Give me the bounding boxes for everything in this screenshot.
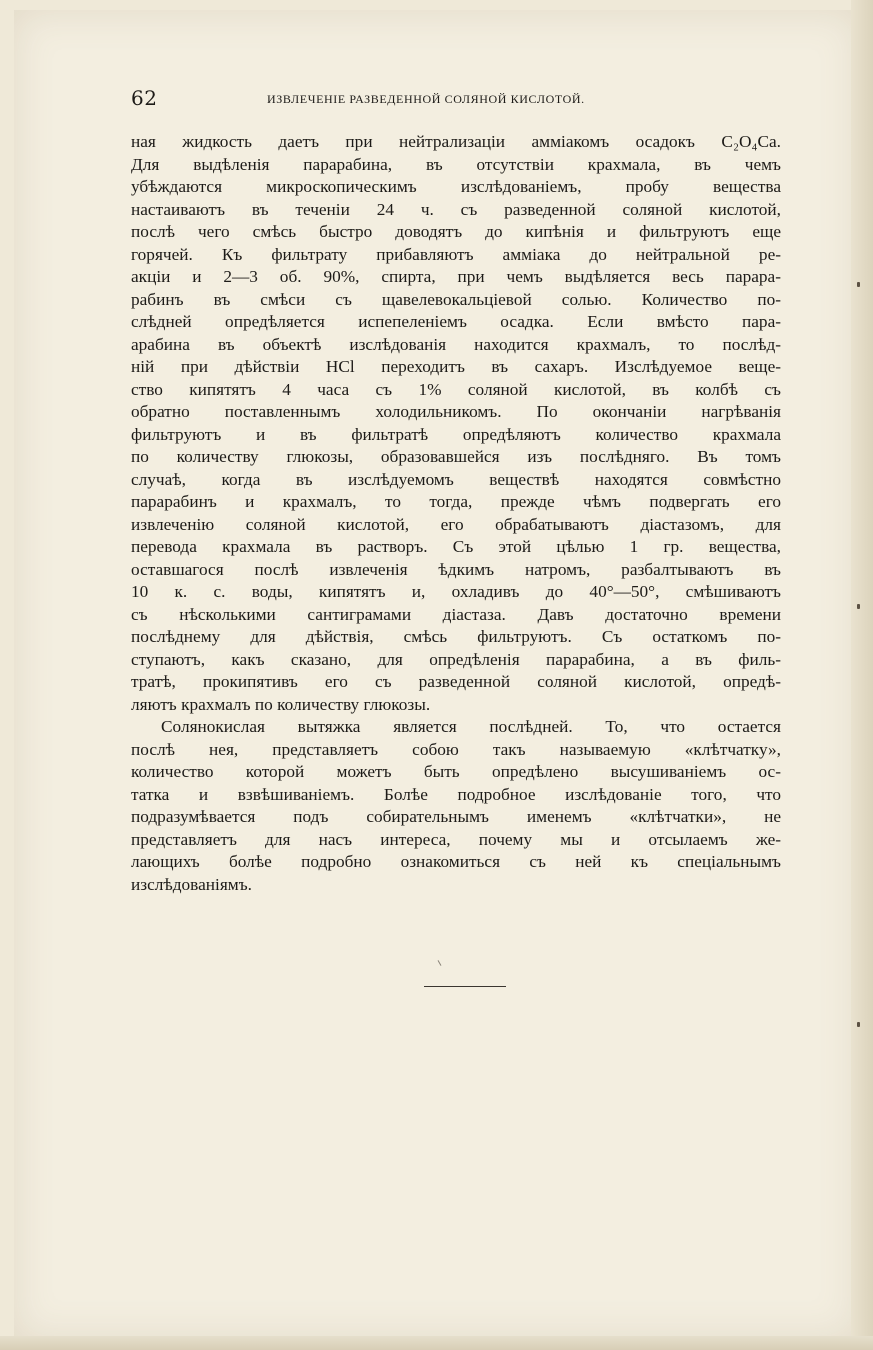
text-line: обратно поставленнымъ холодильникомъ. По окончаніи нагрѣванія xyxy=(131,402,781,421)
text-line: арабина въ объектѣ изслѣдованія находится крахмалъ, то послѣд- xyxy=(131,334,781,354)
text-line: ная жидкость даетъ при нейтрализаціи амміакомъ осадокъ C₂O₄Ca. xyxy=(131,132,781,151)
text-line: случаѣ, когда въ изслѣдуемомъ веществѣ находятся совмѣстно xyxy=(131,469,781,489)
section-divider xyxy=(424,986,506,987)
text-line: количество которой можетъ быть опредѣлено высушиваніемъ ос- xyxy=(131,762,781,781)
text-line: послѣ нея, представляетъ собою такъ называемую «клѣтчатку», xyxy=(131,739,781,759)
text-line: убѣждаются микроскопическимъ изслѣдованіемъ, пробу вещества xyxy=(131,177,781,196)
paragraph-end-line: ляютъ крахмалъ по количеству глюкозы. xyxy=(131,694,431,714)
page-edge-right xyxy=(851,0,873,1350)
margin-mark xyxy=(857,604,860,609)
text-line: горячей. Къ фильтрату прибавляютъ амміака до нейтральной ре- xyxy=(131,244,781,264)
text-line: парарабинъ и крахмалъ, то тогда, прежде чѣмъ подвергать его xyxy=(131,492,781,511)
text-line: съ нѣсколькими сантиграмами діастаза. Давъ достаточно времени xyxy=(131,604,781,624)
margin-mark xyxy=(857,282,860,287)
text-line: фильтруютъ и въ фильтратѣ опредѣляютъ количество крахмала xyxy=(131,424,781,444)
text-line: настаиваютъ въ теченіи 24 ч. съ разведенной соляной кислотой, xyxy=(131,199,781,219)
text-line: рабинъ въ смѣси съ щавелевокальціевой солью. Количество по- xyxy=(131,289,781,309)
text-line: тратѣ, прокипятивъ его съ разведенной соляной кислотой, опредѣ- xyxy=(131,672,781,691)
text-line: оставшагося послѣ извлеченія ѣдкимъ натромъ, разбалтываютъ въ xyxy=(131,559,781,579)
text-line: ступаютъ, какъ сказано, для опредѣленія парарабина, а въ филь- xyxy=(131,649,781,669)
text-line: слѣдней опредѣляется испепеленіемъ осадка. Если вмѣсто пара- xyxy=(131,312,781,331)
paragraph-end-line: изслѣдованіямъ. xyxy=(131,874,252,894)
text-line: 10 к. с. воды, кипятятъ и, охладивъ до 40°—50°, смѣшиваютъ xyxy=(131,582,781,601)
text-line: Для выдѣленія парарабина, въ отсутствіи крахмала, въ чемъ xyxy=(131,154,781,174)
text-line: извлеченію соляной кислотой, его обрабатываютъ діастазомъ, для xyxy=(131,514,781,534)
body-text xyxy=(131,131,781,896)
page-edge-bottom xyxy=(0,1336,873,1350)
text-line: представляетъ для насъ интереса, почему мы и отсылаемъ же- xyxy=(131,829,781,849)
text-line: ній при дѣйствіи HCl переходитъ въ сахаръ. Изслѣдуемое веще- xyxy=(131,357,781,376)
text-line: по количеству глюкозы, образовавшейся изъ послѣдняго. Въ томъ xyxy=(131,447,781,466)
margin-mark xyxy=(857,1022,860,1027)
text-line: перевода крахмала въ растворъ. Съ этой цѣлью 1 гр. вещества, xyxy=(131,537,781,556)
paragraph-start-line: Солянокислая вытяжка является послѣдней. То, что остается xyxy=(161,717,781,736)
page-number: 62 xyxy=(131,86,158,110)
running-head: ИЗВЛЕЧЕНІЕ РАЗВЕДЕННОЙ СОЛЯНОЙ КИСЛОТОЙ. xyxy=(267,92,585,106)
text-line: лающихъ болѣе подробно ознакомиться съ ней къ спеціальнымъ xyxy=(131,852,781,871)
text-line: подразумѣвается подъ собирательнымъ именемъ «клѣтчатки», не xyxy=(131,807,781,826)
page-header xyxy=(131,86,778,110)
text-line: акціи и 2—3 об. 90%, спирта, при чемъ выдѣляется весь парара- xyxy=(131,267,781,286)
text-line: татка и взвѣшиваніемъ. Болѣе подробное изслѣдованіе того, что xyxy=(131,784,781,804)
text-line: послѣднему для дѣйствія, смѣсь фильтруютъ. Съ остаткомъ по- xyxy=(131,627,781,646)
text-line: ство кипятятъ 4 часа съ 1% соляной кислотой, въ колбѣ съ xyxy=(131,379,781,399)
text-line: послѣ чего смѣсь быстро доводятъ до кипѣнія и фильтруютъ еще xyxy=(131,222,781,241)
